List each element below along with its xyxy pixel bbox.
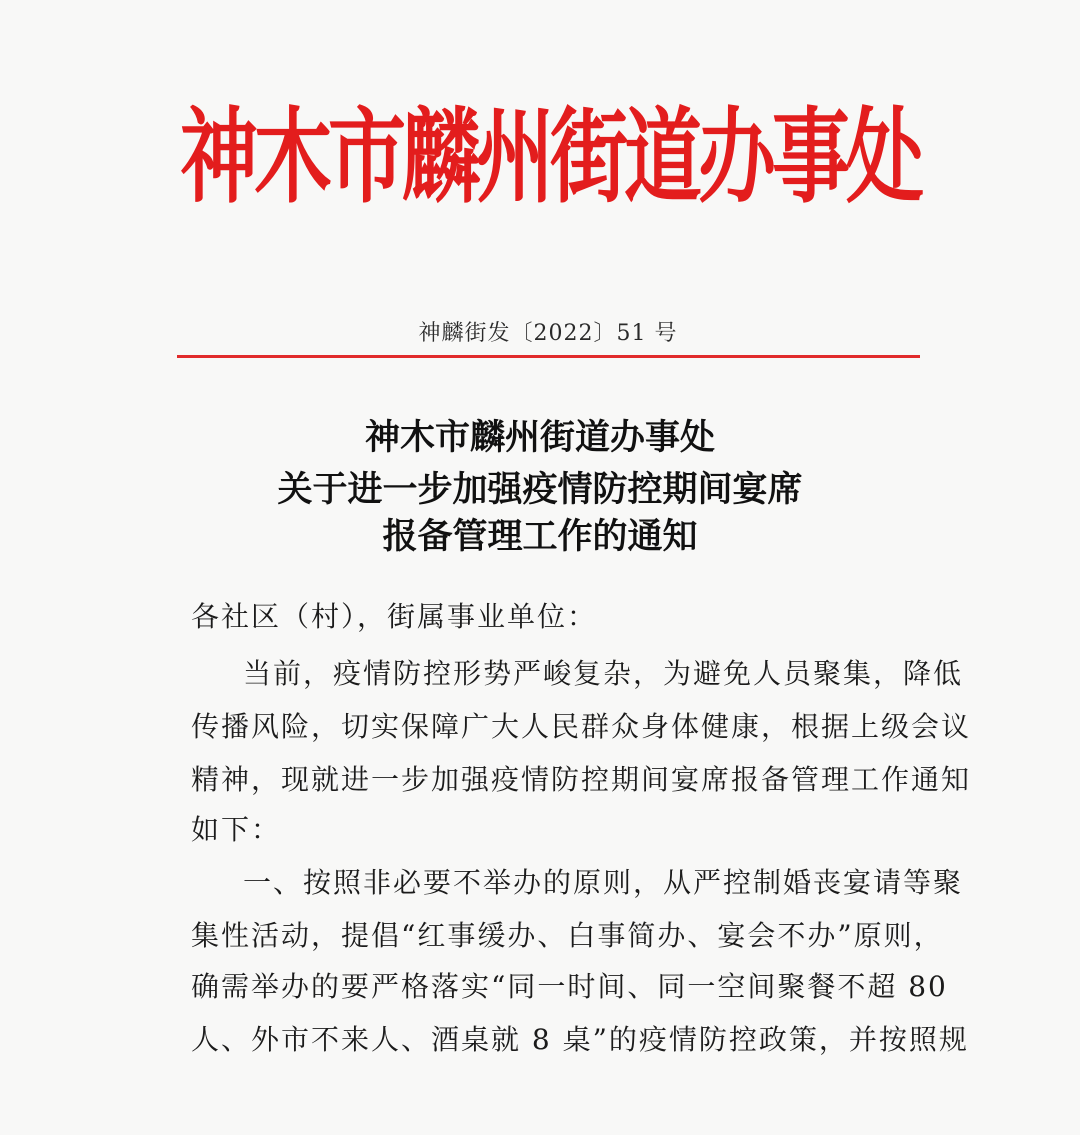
salutation: 各社区（村），街属事业单位：	[191, 600, 598, 633]
body-line: 人、外市不来人、酒桌就 8 桌”的疫情防控政策，并按照规	[191, 1023, 969, 1056]
red-separator-rule	[177, 355, 920, 358]
title-line-3: 报备管理工作的通知	[382, 516, 698, 557]
title-line-1: 神木市麟州街道办事处	[364, 417, 715, 458]
body-line: 当前，疫情防控形势严峻复杂，为避免人员聚集，降低	[243, 657, 964, 690]
issuer-letterhead: 神木市麟州街道办事处	[179, 97, 920, 218]
title-line-2: 关于进一步加强疫情防控期间宴席	[277, 469, 803, 510]
body-line: 一、按照非必要不举办的原则，从严控制婚丧宴请等聚	[243, 866, 964, 899]
body-line: 确需举办的要严格落实“同一时间、同一空间聚餐不超 80	[191, 970, 948, 1003]
document-number: 神麟街发〔2022〕51 号	[418, 321, 678, 346]
body-line: 精神，现就进一步加强疫情防控期间宴席报备管理工作通知	[191, 763, 972, 796]
body-line: 集性活动，提倡“红事缓办、白事简办、宴会不办”原则，	[191, 919, 944, 952]
body-line: 如下：	[191, 813, 282, 846]
body-line: 传播风险，切实保障广大人民群众身体健康，根据上级会议	[191, 710, 972, 743]
